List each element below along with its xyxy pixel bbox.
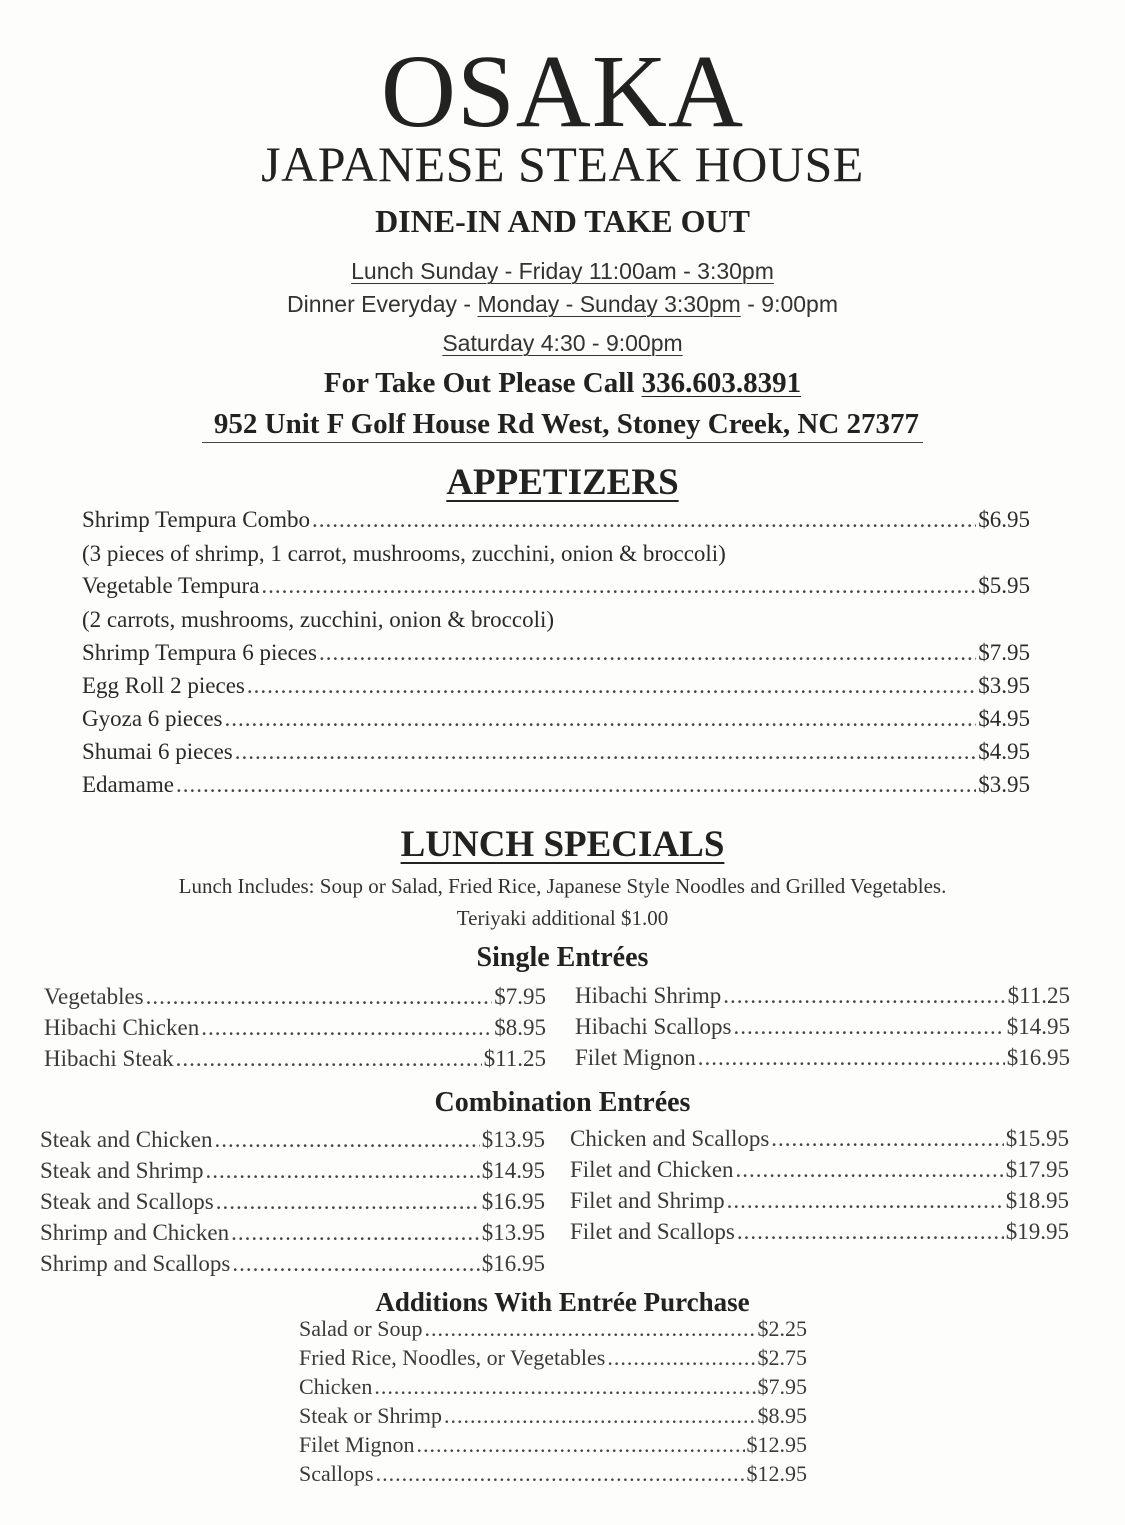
- menu-item: Shrimp Tempura Combo ..... $6.95: [82, 506, 1030, 534]
- teriyaki-note: Teriyaki additional $1.00: [456, 906, 669, 930]
- phone-number[interactable]: 336.603.8391: [641, 367, 802, 399]
- saturday-hours: Saturday 4:30 - 9:00pm: [442, 330, 683, 356]
- menu-item: Vegetables ..... $7.95: [44, 983, 546, 1011]
- address: 952 Unit F Golf House Rd West, Stoney Creek, NC 27377: [0, 407, 1125, 441]
- menu-item: Shrimp and Scallops ..... $16.95: [40, 1250, 545, 1278]
- takeout-call: [0, 366, 1125, 400]
- menu-item: Edamame ..... $3.95: [82, 771, 1030, 799]
- menu-item: Gyoza 6 pieces ..... $4.95: [82, 705, 1030, 733]
- menu-item: Vegetable Tempura ..... $5.95: [82, 572, 1030, 600]
- menu-item: Egg Roll 2 pieces ..... $3.95: [82, 672, 1030, 700]
- menu-item: Fried Rice, Noodles, or Vegetables ..... $2.75: [299, 1345, 807, 1371]
- lunch-specials-heading: LUNCH SPECIALS: [400, 824, 725, 865]
- menu-item: Filet and Chicken ..... $17.95: [570, 1156, 1069, 1184]
- restaurant-title: OSAKA: [380, 34, 745, 149]
- menu-item: Hibachi Steak ..... $11.25: [44, 1045, 546, 1073]
- menu-item: Filet and Scallops ..... $19.95: [570, 1218, 1069, 1246]
- dinner-hours: [0, 290, 1125, 318]
- dinner-hours-suffix: - 9:00pm: [740, 291, 838, 317]
- menu-item: Hibachi Scallops ..... $14.95: [575, 1013, 1070, 1041]
- call-label: For Take Out Please Call: [323, 367, 642, 399]
- menu-item: Filet Mignon ..... $16.95: [575, 1044, 1070, 1072]
- dinner-hours-days: Monday - Sunday 3:30pm: [477, 291, 741, 317]
- service-type: DINE-IN AND TAKE OUT: [375, 203, 750, 239]
- additions-heading: Additions With Entrée Purchase: [375, 1287, 750, 1317]
- menu-item: Hibachi Shrimp ..... $11.25: [575, 982, 1070, 1010]
- menu-item-description: (3 pieces of shrimp, 1 carrot, mushrooms, zucchini, onion & broccoli): [82, 541, 726, 566]
- menu-item: Steak and Scallops ..... $16.95: [40, 1188, 545, 1216]
- menu-item: Salad or Soup ..... $2.25: [299, 1316, 807, 1342]
- lunch-includes-note: Lunch Includes: Soup or Salad, Fried Rice, Japanese Style Noodles and Grilled Vegetables.: [178, 874, 947, 898]
- restaurant-subtitle: JAPANESE STEAK HOUSE: [261, 136, 864, 192]
- menu-item: Steak and Shrimp ..... $14.95: [40, 1157, 545, 1185]
- menu-item: Chicken ..... $7.95: [299, 1374, 807, 1400]
- dinner-hours-prefix: Dinner Everyday -: [286, 291, 478, 317]
- menu-item: Steak and Chicken ..... $13.95: [40, 1126, 545, 1154]
- menu-item: Hibachi Chicken ..... $8.95: [44, 1014, 546, 1042]
- combination-entrees-heading: Combination Entrées: [434, 1087, 691, 1118]
- appetizers-heading: APPETIZERS: [446, 462, 679, 503]
- menu-item: Filet and Shrimp ..... $18.95: [570, 1187, 1069, 1215]
- menu-item: Filet Mignon ..... $12.95: [299, 1432, 807, 1458]
- lunch-hours: Lunch Sunday - Friday 11:00am - 3:30pm: [351, 258, 774, 284]
- menu-item: Shumai 6 pieces ..... $4.95: [82, 738, 1030, 766]
- menu-item: Chicken and Scallops ..... $15.95: [570, 1125, 1069, 1153]
- menu-item: Shrimp Tempura 6 pieces ..... $7.95: [82, 639, 1030, 667]
- menu-item: Steak or Shrimp ..... $8.95: [299, 1403, 807, 1429]
- single-entrees-heading: Single Entrées: [476, 942, 649, 973]
- menu-item: Scallops ..... $12.95: [299, 1461, 807, 1487]
- menu-item-description: (2 carrots, mushrooms, zucchini, onion & broccoli): [82, 607, 555, 632]
- menu-item: Shrimp and Chicken ..... $13.95: [40, 1219, 545, 1247]
